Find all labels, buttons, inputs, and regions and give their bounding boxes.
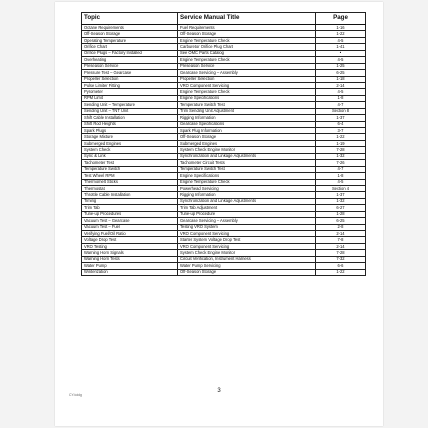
title-cell: Water Pump Servicing [178, 263, 316, 269]
topic-cell: Pulse Limiter Fitting [82, 82, 178, 88]
topic-cell: Test Wheel RPM [82, 173, 178, 179]
topic-cell: RPM Limit [82, 95, 178, 101]
page-cell: 2-8 [316, 224, 366, 230]
page-cell: 4-7 [316, 102, 366, 108]
topic-cell: Warning Horn Tests [82, 256, 178, 262]
title-cell: Engine Specifications [178, 173, 316, 179]
table-body [82, 25, 366, 276]
title-cell: VRO Component Servicing [178, 231, 316, 237]
page-cell: 4-5 [316, 37, 366, 43]
page-cell: 2-14 [316, 82, 366, 88]
topic-cell: Shift Cable Installation [82, 115, 178, 121]
table-row [82, 269, 366, 275]
topic-cell: Thermomelt Sticks [82, 179, 178, 185]
page-cell: 4-5 [316, 179, 366, 185]
page-cell: 1-25 [316, 63, 366, 69]
topic-cell: Thermostat [82, 185, 178, 191]
topic-cell: Sending Unit – Temperature [82, 102, 178, 108]
page-number: 3 [217, 388, 221, 394]
page-cell: 1-37 [316, 115, 366, 121]
title-cell: Rigging Information [178, 115, 316, 121]
topic-cell: Throttle Cable Installation [82, 192, 178, 198]
page-cell: 6-25 [316, 218, 366, 224]
page-cell: 1-22 [316, 269, 366, 275]
topic-cell: Water Pump [82, 263, 178, 269]
topic-cell: Voltage Drop Test [82, 237, 178, 243]
title-cell: Circuit Verification, Instrument Harness [178, 256, 316, 262]
topic-cell: VRO Testing [82, 243, 178, 249]
title-cell: Tune-up Procedure [178, 211, 316, 217]
title-cell: Temperature Switch Test [178, 102, 316, 108]
title-cell: Off-Season Storage [178, 31, 316, 37]
manual-page [55, 2, 383, 426]
title-cell: Engine Temperature Check [178, 89, 316, 95]
topic-cell: System Check [82, 147, 178, 153]
title-cell: Trim Tab Adjustment [178, 205, 316, 211]
service-index-table [81, 12, 366, 276]
page-cell: 4-7 [316, 166, 366, 172]
title-cell: VRO Component Servicing [178, 82, 316, 88]
topic-cell: Timing [82, 198, 178, 204]
page-cell: 6-27 [316, 205, 366, 211]
topic-cell: Preseason Service [82, 63, 178, 69]
page-cell: 1-16 [316, 25, 366, 31]
topic-cell: Winterization [82, 269, 178, 275]
title-cell: Spark Plug Information [178, 128, 316, 134]
title-cell: Engine Temperature Check [178, 37, 316, 43]
page-cell: 1-19 [316, 140, 366, 146]
title-cell: Temperature Switch Test [178, 166, 316, 172]
table-header [82, 13, 366, 25]
topic-cell: Spark Plugs [82, 128, 178, 134]
title-cell: Preseason Service [178, 63, 316, 69]
page-cell: 1-22 [316, 134, 366, 140]
title-cell: Starter System Voltage Drop Test [178, 237, 316, 243]
page-cell: 1-37 [316, 192, 366, 198]
title-cell: System Check Engine Monitor [178, 250, 316, 256]
title-cell: Synchronization and Linkage Adjustments [178, 153, 316, 159]
title-cell: Propeller Selection [178, 76, 316, 82]
page-cell: 1-32 [316, 198, 366, 204]
title-cell: Gearcase Servicing – Assembly [178, 70, 316, 76]
title-cell: Engine Temperature Check [178, 179, 316, 185]
title-cell: Tachometer Circuit Tests [178, 160, 316, 166]
title-cell: VRO Component Servicing [178, 243, 316, 249]
page-cell: 2-14 [316, 243, 366, 249]
page-cell: 6-4 [316, 121, 366, 127]
title-cell: Trim Sending Unit Adjustment [178, 108, 316, 114]
topic-column-header: Topic [82, 13, 178, 25]
title-cell: System Check Engine Monitor [178, 147, 316, 153]
page-cell: 7-28 [316, 147, 366, 153]
topic-cell: Off-Season Storage [82, 31, 178, 37]
title-cell: Fuel Requirements [178, 25, 316, 31]
page-cell: 1-41 [316, 44, 366, 50]
topic-cell: Tachometer Test [82, 160, 178, 166]
topic-cell: Warning Horn Signals [82, 250, 178, 256]
topic-cell: Sync & Link [82, 153, 178, 159]
page-cell: 3-7 [316, 128, 366, 134]
title-cell: See OMC Parts Catalog [178, 50, 316, 56]
topic-cell: Octane Requirements [82, 25, 178, 31]
page-column-header: Page [316, 13, 366, 25]
title-cell: Off-Season Storage [178, 134, 316, 140]
topic-cell: Trim Tab [82, 205, 178, 211]
topic-cell: Vacuum Test – Fuel [82, 224, 178, 230]
topic-cell: Pyrometer [82, 89, 178, 95]
page-cell: Section 4 [316, 185, 366, 191]
title-column-header: Service Manual Title [178, 13, 316, 25]
page-cell: Section 8 [316, 108, 366, 114]
title-cell: Gearcase Specifications [178, 121, 316, 127]
topic-cell: Operating Temperature [82, 37, 178, 43]
title-cell: Off-Season Storage [178, 269, 316, 275]
page-cell: 4-5 [316, 57, 366, 63]
title-cell: Engine Specifications [178, 95, 316, 101]
topic-cell: Verifying Fuel/Oil Ratio [82, 231, 178, 237]
page-cell: 7-28 [316, 250, 366, 256]
topic-cell: Pressure Test – Gearcase [82, 70, 178, 76]
page-cell: 1-8 [316, 95, 366, 101]
title-cell: Powerhead Servicing [178, 185, 316, 191]
title-cell: Testing VRO System [178, 224, 316, 230]
page-cell: 7-26 [316, 160, 366, 166]
page-cell: 4-5 [316, 89, 366, 95]
page-cell: 7-32 [316, 256, 366, 262]
page-cell: 1-8 [316, 173, 366, 179]
page-cell: 1-32 [316, 153, 366, 159]
header-row [82, 13, 366, 25]
footer-code: CY-toidg [69, 393, 82, 397]
topic-cell: Orifice Plugs – Factory Installed [82, 50, 178, 56]
page-cell: 6-6 [316, 263, 366, 269]
topic-cell: Overheating [82, 57, 178, 63]
title-cell: Rigging Information [178, 192, 316, 198]
topic-cell: Sending Unit – TNT Unit [82, 108, 178, 114]
title-cell: Carburetor Orifice Plug Chart [178, 44, 316, 50]
topic-cell: Shift Rod Heights [82, 121, 178, 127]
topic-cell: Temperature Switch [82, 166, 178, 172]
topic-cell: Storage Mixture [82, 134, 178, 140]
page-cell: 2-14 [316, 231, 366, 237]
page-cell: 1-18 [316, 76, 366, 82]
page-cell: 1-22 [316, 31, 366, 37]
topic-cell: Orifice Chart [82, 44, 178, 50]
page-cell: 7-8 [316, 237, 366, 243]
topic-cell: Submerged Engines [82, 140, 178, 146]
title-cell: Gearcase Servicing – Assembly [178, 218, 316, 224]
page-cell: 6-25 [316, 70, 366, 76]
topic-cell: Tune-up Procedures [82, 211, 178, 217]
page-cell: 1-28 [316, 211, 366, 217]
title-cell: Synchronization and Linkage Adjustments [178, 198, 316, 204]
topic-cell: Vacuum Test – Gearcase [82, 218, 178, 224]
page-cell: • [316, 50, 366, 56]
topic-cell: Propeller Selection [82, 76, 178, 82]
title-cell: Engine Temperature Check [178, 57, 316, 63]
title-cell: Submerged Engines [178, 140, 316, 146]
